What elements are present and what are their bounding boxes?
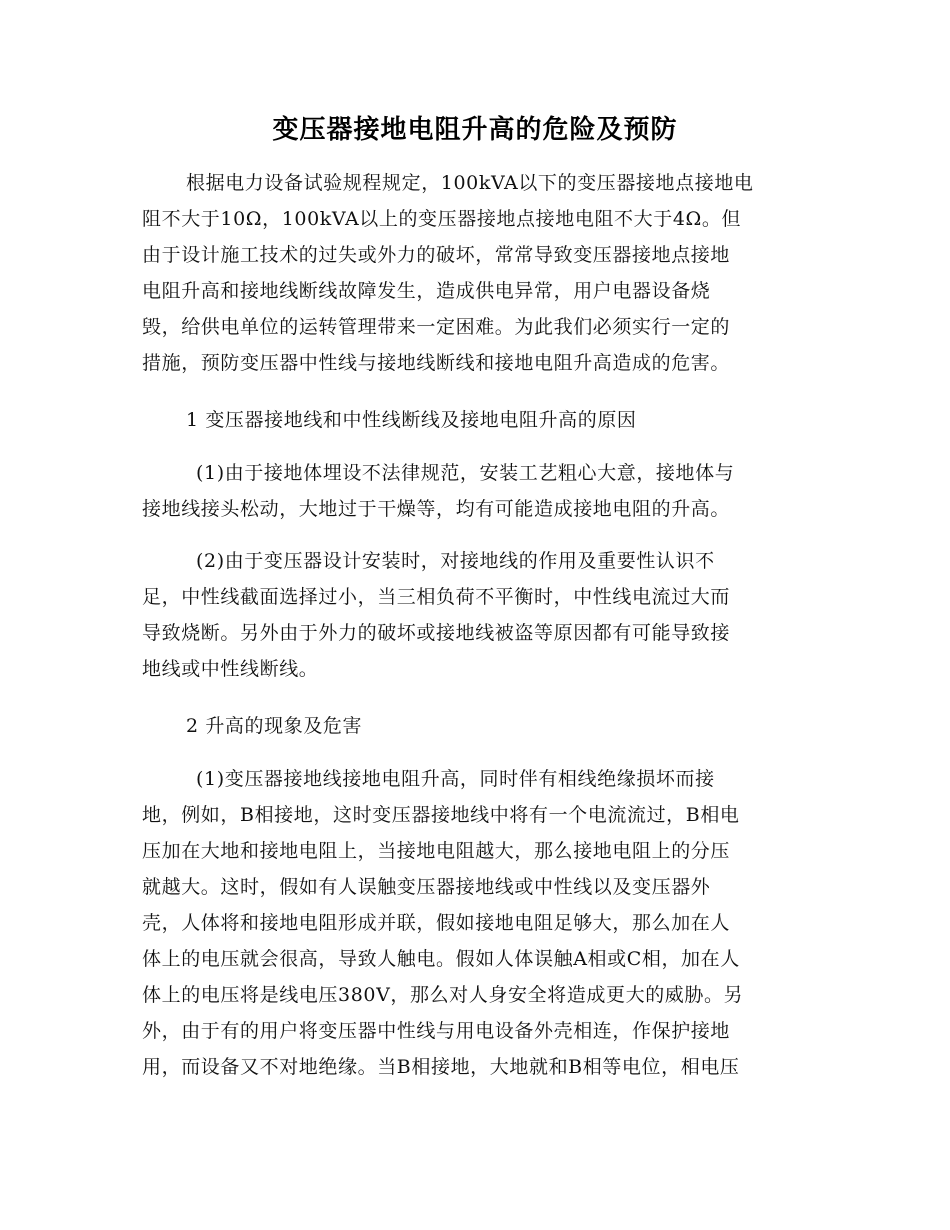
paragraph-line: 壳，人体将和接地电阻形成并联，假如接地电阻足够大，那么加在人 <box>142 912 731 934</box>
paragraph-line: 地线或中性线断线。 <box>142 658 319 680</box>
paragraph-line: 阻不大于10Ω，100kVA以上的变压器接地点接地电阻不大于4Ω。但 <box>142 208 742 230</box>
paragraph-line: 体上的电压将是线电压380V，那么对人身安全将造成更大的威胁。另 <box>142 984 744 1006</box>
paragraph-line: 措施，预防变压器中性线与接地线断线和接地电阻升高造成的危害。 <box>142 352 731 374</box>
paragraph-line: 电阻升高和接地线断线故障发生，造成供电异常，用户电器设备烧 <box>142 280 711 302</box>
section-heading-1: 1 变压器接地线和中性线断线及接地电阻升高的原因 <box>186 409 637 431</box>
paragraph-line: 用，而设备又不对地绝缘。当B相接地，大地就和B相等电位，相电压 <box>142 1056 740 1078</box>
paragraph-line: 接地线接头松动，大地过于干燥等，均有可能造成接地电阻的升高。 <box>142 498 731 520</box>
paragraph-line: (1)由于接地体埋设不法律规范，安装工艺粗心大意，接地体与 <box>196 462 735 484</box>
paragraph-line: 导致烧断。另外由于外力的破坏或接地线被盗等原因都有可能导致接 <box>142 622 731 644</box>
paragraph-line: (2)由于变压器设计安装时，对接地线的作用及重要性认识不 <box>196 550 715 572</box>
paragraph-line: 体上的电压就会很高，导致人触电。假如人体误触A相或C相，加在人 <box>142 948 740 970</box>
paragraph-line: 足，中性线截面选择过小，当三相负荷不平衡时，中性线电流过大而 <box>142 586 731 608</box>
paragraph-line: 地，例如，B相接地，这时变压器接地线中将有一个电流流过，B相电 <box>142 804 740 826</box>
paragraph-line: 压加在大地和接地电阻上，当接地电阻越大，那么接地电阻上的分压 <box>142 840 731 862</box>
section-heading-2: 2 升高的现象及危害 <box>186 715 363 737</box>
paragraph-line: 外，由于有的用户将变压器中性线与用电设备外壳相连，作保护接地 <box>142 1020 731 1042</box>
paragraph-line: (1)变压器接地线接地电阻升高，同时伴有相线绝缘损坏而接 <box>196 768 715 790</box>
paragraph-line: 就越大。这时，假如有人误触变压器接地线或中性线以及变压器外 <box>142 876 711 898</box>
document-title: 变压器接地电阻升高的危险及预防 <box>272 115 678 145</box>
paragraph-line: 毁，给供电单位的运转管理带来一定困难。为此我们必须实行一定的 <box>142 316 731 338</box>
paragraph-line: 由于设计施工技术的过失或外力的破坏，常常导致变压器接地点接地 <box>142 244 731 266</box>
paragraph-line: 根据电力设备试验规程规定，100kVA以下的变压器接地点接地电 <box>186 172 754 194</box>
